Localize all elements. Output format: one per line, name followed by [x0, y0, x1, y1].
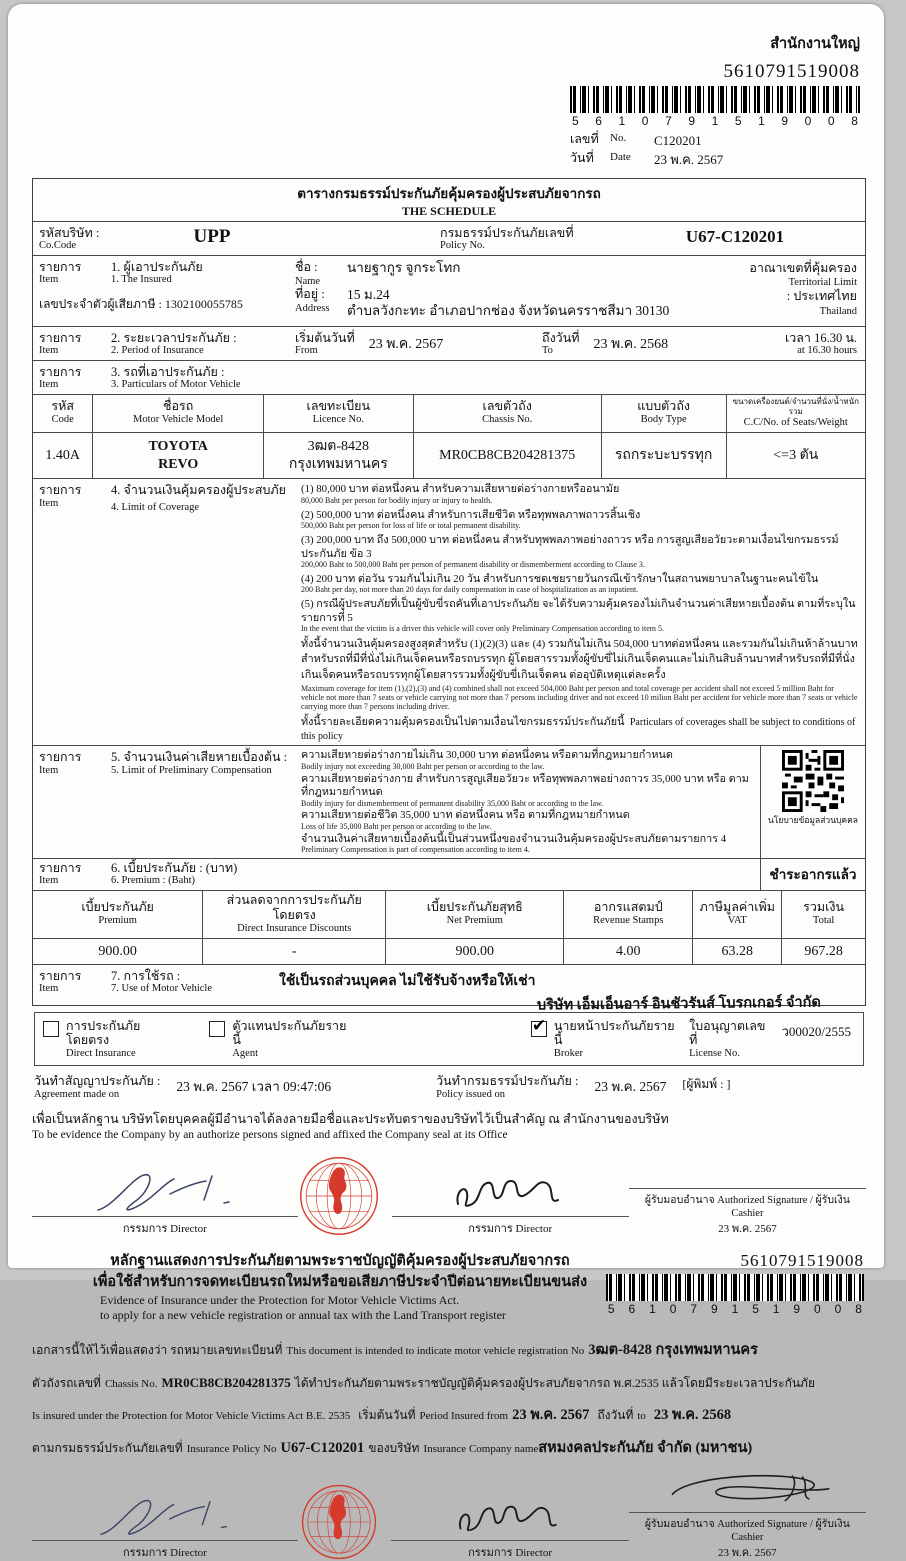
qr-code [782, 750, 844, 812]
lower-barcode-digits: 5 6 1 0 7 9 1 5 1 9 0 0 8 [607, 1301, 862, 1316]
policy-no-label: กรมธรรม์ประกันภัยเลขที่ Policy No. [440, 225, 574, 252]
policy-no-value: U67-C120201 [685, 226, 785, 246]
item7-name: 7. การใช้รถ : 7. Use of Motor Vehicle [111, 969, 212, 995]
co-code-value: UPP [193, 225, 231, 247]
director-label: กรรมการ Director [468, 1222, 553, 1235]
insurance-company-name: สหมงคลประกันภัย จำกัด (มหาชน) [538, 1440, 753, 1457]
vehicle-code: 1.40A [45, 447, 80, 463]
prelim-clauses: ความเสียหายต่อร่างกายไม่เกิน 30,000 บาท ต่อหนึ่งคน หรือตามที่กฎหมายกำหนด Bodily injury not exceeding 30,000 Baht per person or according to the law. ความเสียหายต่อร่างกาย สำหรับการสูญเสียอวัยวะ หรือทุพพลภาพอย่างถาวร 35,000 บาท หรือ ตามที่กฎหมายกำหนด Bodily injury for dismemberment of permanent disability 35,000 Baht or according to the law. ความเสียหายต่อชีวิต 35,000 บาท ต่อหนึ่งคน หรือ ตามที่กฎหมายกำหนด Loss of life 35,000 Baht per person or according to the law. จำนวนเงินค่าเสียหายเบื้องต้นนี้เป็นส่วนหนึ่งของจำนวนเงินคุ้มครองผู้ประสบภัยตามรายการ 4 Preliminary Compensation is part of compensation according to item 4. [301, 749, 749, 855]
vehicle-size: <=3 ตัน [773, 447, 819, 463]
director1-signature-block [32, 1496, 298, 1561]
coverage-footer: ทั้งนี้รายละเอียดความคุ้มครองเป็นไปตามเงื่อนไขกรมธรรม์ประกันภัยนี้ Particulars of coverages shall be subject to conditions of this policy [301, 716, 856, 743]
agent-checkbox[interactable] [209, 1021, 225, 1037]
item-label: รายการ Item [39, 364, 82, 390]
period-from-value: 23 พ.ค. 2567 [368, 336, 444, 352]
net-premium-value: 900.00 [455, 944, 495, 959]
item3-label-row [33, 360, 865, 394]
address-line2: ตำบลวังกะทะ อำเภอปากช่อง จังหวัดนครราชสีมา 30130 [347, 303, 670, 319]
insured-from-value: 23 พ.ค. 2567 [512, 1407, 590, 1424]
date-label-th: วันที่ [570, 150, 594, 165]
policy-no-lower-value: U67-C120201 [280, 1440, 365, 1457]
coverage-summary-en: Maximum coverage for item (1),(2),(3) and (4) combined shall not exceed 504,000 Baht per person and total coverage per accident shall not exceed 5 million Baht for vehicle not more than 7 seats or vehicle carrying not more than 7 persons including driver and not exceed 10 milion Baht per accident for vehicle more than 7 seats or vehicle carrying more than 7 persons including driver. [301, 683, 858, 712]
vehicle-licence: 3ฒต-8428 กรุงเทพมหานคร [288, 439, 388, 472]
direct-insurance-checkbox[interactable] [43, 1021, 59, 1037]
doc-date-value: 23 พ.ค. 2567 [654, 151, 724, 167]
company-seal-wrap [298, 1155, 380, 1237]
tax-id-value: 1302100055785 [164, 296, 243, 311]
co-code-row [33, 221, 865, 255]
vehicle-data-row [33, 432, 865, 478]
authorized-label: ผู้รับมอบอำนาจ Authorized Signature / ผู้รับเงิน Cashier [644, 1194, 850, 1219]
item2-period-row [33, 326, 865, 360]
lower-line-2: ตัวถังรถเลขที่ Chassis No. MR0CB8CB204281375 ได้ทำประกันภัยตามพระราชบัญญัติคุ้มครองผู้ประสบภัยจากรถ พ.ศ.2535 แล้วโดยมีระยะเวลาประกันภัย [32, 1374, 815, 1390]
company-seal [298, 1155, 380, 1237]
authorized-label: ผู้รับมอบอำนาจ Authorized Signature / ผู้รับเงิน Cashier [644, 1518, 850, 1543]
channel-broker: ✔ นายหน้าประกันภัยรายนี้ Broker [531, 1016, 675, 1059]
item5-prelim-row [33, 745, 865, 858]
authorized-date: 23 พ.ค. 2567 [718, 1546, 777, 1559]
lower-heading: หลักฐานแสดงการประกันภัยตามพระราชบัญญัติคุ้มครองผู้ประสบภัยจากรถ เพื่อใช้สำหรับการจดทะเบียนรถใหม่หรือขอเสียภาษีประจำปีต่อนายทะเบียนขนส่ง Evidence of Insurance under the Protection for Motor Vehicle Victims Act. to apply for a new vehicle registration or annual tax with the Land Transport register [92, 1252, 588, 1323]
schedule-title-row [33, 179, 865, 221]
signature-row-upper [32, 1149, 866, 1237]
license-no: ใบอนุญาตเลขที่ License No. ว00020/2555 [689, 1019, 851, 1059]
barcode-digits: 5 6 1 0 7 9 1 5 1 9 0 0 8 [572, 114, 858, 128]
period-time: เวลา 16.30 น. at 16.30 hours [784, 330, 857, 357]
address-line1: 15 ม.24 [347, 286, 390, 302]
channel-direct: การประกันภัยโดยตรง Direct Insurance [43, 1019, 183, 1060]
total-value: 967.28 [804, 944, 843, 959]
item1-name: 1. ผู้เอาประกันภัย 1. The Insured [111, 259, 203, 286]
insured-to-value: 23 พ.ค. 2568 [653, 1407, 732, 1424]
signature-line [32, 1540, 298, 1541]
item4-coverage-row [33, 478, 865, 745]
period-from: เริ่มต้นวันที่ From 23 พ.ค. 2567 [295, 330, 444, 357]
lower-line-3: Is insured under the Protection for Motor Vehicle Victims Act B.E. 2535 เริ่มต้นวันที่ Period Insured from 23 พ.ค. 2567 ถึงวันที่ to 23 พ.ค. 2568 [32, 1407, 732, 1424]
director2-signature [450, 1174, 570, 1216]
coverage-summary-th: ทั้งนี้จำนวนเงินคุ้มครองสูงสุดสำหรับ (1)(2)(3) และ (4) รวมกันไม่เกิน 504,000 บาทต่อหนึ่งคน และรวมกันไม่เกินห้าล้านบาทสำหรับรถที่มีที่นั่งไม่เกินเจ็ดคนหรือรถบรรทุก ผู้โดยสารรวมทั้งผู้ขับขี่ไม่เกินเจ็ดคนและไม่เกินสิบล้านบาทสำหรับรถที่มีที่นั่งเกินเจ็ดคนหรือรถบรรทุกผู้โดยสารรวมทั้งผู้ขับขี่เกินเจ็ดคน ต่ออุบัติเหตุแต่ละครั้ง [301, 637, 858, 682]
schedule-title-th: ตารางกรมธรรม์ประกันภัยคุ้มครองผู้ประสบภัยจากรถ [297, 185, 601, 201]
printer-note: [ผู้พิมพ์ : ] [682, 1077, 731, 1092]
top-right-block [570, 32, 860, 170]
lower-barcode-block [606, 1251, 864, 1324]
director2-signature-block [392, 1174, 629, 1237]
premium-table [33, 891, 865, 964]
doc-meta [570, 132, 860, 170]
qr-cell [760, 746, 865, 858]
barcode [570, 86, 860, 113]
premium-header-row: เบี้ยประกันภัย Premium ส่วนลดจากการประกันภัยโดยตรง Direct Insurance Discounts เบี้ยประกันภัยสุทธิ Net Premium อากรแสตมป์ Revenue Stamps ภาษีมูลค่าเพิ่ม VAT รวมเงิน Total [33, 891, 865, 938]
authorized-signature-block [629, 1467, 866, 1561]
item6-name: 6. เบี้ยประกันภัย : (บาท) 6. Premium : (Baht) [111, 860, 238, 887]
use-of-vehicle-value: ใช้เป็นรถส่วนบุคคล ไม่ใช้รับจ้างหรือให้เช่า [279, 974, 536, 989]
period-to-value: 23 พ.ค. 2568 [593, 336, 669, 352]
signature-line [629, 1188, 866, 1189]
item-label: รายการ Item [39, 750, 82, 776]
period-to: ถึงวันที่ To 23 พ.ค. 2568 [542, 330, 669, 357]
director-label: กรรมการ Director [468, 1546, 552, 1559]
cashier-signature [647, 1467, 847, 1507]
no-label-en: No. [610, 132, 627, 144]
signature-line [629, 1512, 866, 1513]
item-label: รายการ Item [39, 860, 82, 887]
director2-signature [450, 1500, 570, 1540]
vat-value: 63.28 [721, 944, 753, 959]
territorial-limit: อาณาเขตที่คุ้มครอง Territorial Limit : ประเทศไทย Thailand [749, 260, 857, 318]
co-code-label: รหัสบริษัท : Co.Code [39, 225, 100, 252]
item-label: รายการ Item [39, 969, 82, 995]
item-label: รายการ Item [39, 330, 82, 357]
issued-date: วันทำกรมธรรม์ประกันภัย : Policy issued on 23 พ.ค. 2567 [ผู้พิมพ์ : ] [436, 1074, 731, 1100]
item3-name: 3. รถที่เอาประกันภัย : 3. Particulars of Motor Vehicle [111, 364, 241, 390]
item-label: รายการ Item [39, 483, 82, 509]
signature-row-lower [32, 1467, 866, 1561]
channel-agent: ตัวแทนประกันภัยรายนี้ Agent [209, 1019, 355, 1060]
vehicle-chassis: MR0CB8CB204281375 [439, 447, 576, 463]
issued-date-value: 23 พ.ค. 2567 [594, 1079, 667, 1095]
channel-box [34, 1012, 864, 1066]
vehicle-table-row [33, 394, 865, 479]
insured-details: ชื่อ : นายฐากูร จูกระโทก Name ที่อยู่ : 15 ม.24 Address ตำบลวังกะทะ อำเภอปากช่อง จังหวัดนครราชสีมา 30130 [295, 259, 670, 319]
no-label-th: เลขที่ [570, 132, 599, 146]
schedule-title-en: THE SCHEDULE [401, 203, 497, 218]
authorized-signature-block [629, 1188, 866, 1237]
chassis-no-value: MR0CB8CB204281375 [161, 1374, 291, 1390]
date-label-en: Date [610, 150, 631, 163]
director-label: กรรมการ Director [122, 1546, 207, 1559]
insured-name: นายฐากูร จูกระโทก [347, 259, 461, 275]
document-page [8, 4, 884, 1559]
lower-section-header [32, 1251, 866, 1324]
director-label: กรรมการ Director [122, 1222, 207, 1235]
signature-line [391, 1540, 628, 1541]
signature-line [392, 1216, 629, 1217]
item2-name: 2. ระยะเวลาประกันภัย : 2. Period of Insurance [111, 330, 237, 357]
discount-value: - [291, 944, 297, 959]
vehicle-header-row: รหัส Code ชื่อรถ Motor Vehicle Model เลขทะเบียน Licence No. เลขตัวถัง Chassis No. แบบตัวถัง Body Type ขนาดเครื่องยนต์/จำนวนที่นั่ง/น้ำหนักรวม C.C/No. of Seats/Weight [33, 395, 865, 433]
broker-company-name: บริษัท เอ็มเอ็นอาร์ อินชัวรันส์ โบรกเกอร์ จำกัด [537, 994, 822, 1014]
address-label: ที่อยู่ : [295, 286, 325, 301]
evidence-note: เพื่อเป็นหลักฐาน บริษัทโดยบุคคลผู้มีอำนาจได้ลงลายมือชื่อและประทับตราของบริษัทไว้เป็นสำคัญ ณ สำนักงานของบริษัท To be evidence the Company by an authorize persons signed and affixed the Company seal at its Office [32, 1112, 669, 1141]
premium-values-row [33, 938, 865, 964]
broker-checkbox[interactable]: ✔ [531, 1016, 547, 1036]
qr-caption: นโยบายข้อมูลส่วนบุคคล [768, 815, 858, 826]
lower-line-1: เอกสารนี้ให้ไว้เพื่อแสดงว่า รถหมายเลขทะเบียนที่ This document is intended to indicate motor vehicle registration No 3ฒต-8428 กรุงเทพมหานคร [32, 1341, 758, 1358]
vehicle-model: TOYOTA REVO [148, 439, 208, 472]
signature-line [32, 1216, 298, 1217]
stamp-paid: ชำระอากรแล้ว [760, 859, 865, 890]
item4-name: 4. จำนวนเงินคุ้มครองผู้ประสบภัย 4. Limit of Coverage [111, 483, 286, 513]
item1-insured-row [33, 255, 865, 326]
name-label: ชื่อ : [295, 259, 318, 274]
registration-no-value: 3ฒต-8428 กรุงเทพมหานคร [588, 1341, 758, 1358]
license-no-value: ว00020/2555 [781, 1024, 851, 1039]
item7-use-row [33, 964, 865, 1014]
lower-document-number: 5610791519008 [740, 1250, 864, 1270]
director1-signature-block [32, 1170, 298, 1237]
agreement-date-value: 23 พ.ค. 2567 เวลา 09:47:06 [176, 1079, 332, 1095]
premium-value: 900.00 [98, 944, 137, 959]
doc-no-value: C120201 [654, 133, 702, 148]
item6-label-row [33, 858, 865, 890]
director2-signature-block [391, 1500, 628, 1561]
premium-table-row [33, 890, 865, 964]
tax-id-line: เลขประจำตัวผู้เสียภาษี : 1302100055785 [39, 296, 243, 311]
agreement-date: วันทำสัญญาประกันภัย : Agreement made on 23 พ.ค. 2567 เวลา 09:47:06 [34, 1074, 332, 1100]
authorized-date: 23 พ.ค. 2567 [718, 1222, 777, 1235]
item5-name: 5. จำนวนเงินค่าเสียหายเบื้องต้น : 5. Limit of Preliminary Compensation [111, 750, 288, 776]
lower-detail-lines [32, 1334, 866, 1465]
director1-signature [90, 1496, 240, 1540]
lower-line-4: ตามกรมธรรม์ประกันภัยเลขที่ Insurance Policy No U67-C120201 ของบริษัท Insurance Company nameสหมงคลประกันภัย จำกัด (มหาชน) [32, 1440, 753, 1457]
company-seal [300, 1483, 378, 1561]
schedule-table [32, 178, 866, 1014]
head-office-label: สำนักงานใหญ่ [770, 36, 860, 52]
dates-row [32, 1074, 866, 1101]
document-number: 5610791519008 [723, 61, 860, 82]
item-label: รายการ Item เลขประจำตัวผู้เสียภาษี : 1302100055785 [33, 256, 111, 326]
revenue-stamps-value: 4.00 [616, 944, 641, 959]
coverage-clauses: (1) 80,000 บาท ต่อหนึ่งคน สำหรับความเสียหายต่อร่างกายหรืออนามัย 80,000 Baht per person for bodily injury or injury to health. (2) 500,000 บาท ต่อหนึ่งคน สำหรับการเสียชีวิต หรือทุพพลภาพถาวรสิ้นเชิง 500,000 Baht per person for loss of life or total permanent disability. (3) 200,000 บาท ถึง 500,000 บาท ต่อหนึ่งคน สำหรับทุพพลภาพอย่างถาวร หรือ การสูญเสียอวัยวะตามเงื่อนไขกรมธรรม์ประกันภัย ข้อ 3 200,000 Baht to 500,000 Baht per person of permanent disability or dismemberment according to Clause 3. (4) 200 บาท ต่อวัน รวมกันไม่เกิน 20 วัน สำหรับการชดเชยรายวันกรณีเข้ารักษาในสถานพยาบาลในฐานะคนไข้ใน 200 Baht per day, not more than 20 days for daily compensation in case of hospitalization as an inpatient. (5) กรณีผู้ประสบภัยที่เป็นผู้ขับขี่รถคันที่เอาประกันภัย จะได้รับความคุ้มครองไม่เกินจำนวนค่าเสียหายเบื้องต้น ตามที่ระบุในรายการที่ 5 In the event that the victim is a driver this vehicle will cover only Preliminary Compensation according to item 5. ทั้งนี้จำนวนเงินคุ้มครองสูงสุดสำหรับ (1)(2)(3) และ (4) รวมกันไม่เกิน 504,000 บาทต่อหนึ่งคน และรวมกันไม่เกินห้าล้านบาทสำหรับรถที่มีที่นั่งไม่เกินเจ็ดคนหรือรถบรรทุก ผู้โดยสารรวมทั้งผู้ขับขี่ไม่เกินเจ็ดคนและไม่เกินสิบล้านบาทสำหรับรถที่มีที่นั่งเกินเจ็ดคนหรือรถบรรทุกผู้โดยสารรวมทั้งผู้ขับขี่เกินเจ็ดคน ต่ออุบัติเหตุแต่ละครั้ง Maximum coverage for item (1),(2),(3) and (4) combined shall not exceed 504,000 Baht per person and total coverage per accident shall not exceed 5 million Baht for vehicle not more than 7 seats or vehicle carrying not more than 7 persons including driver and not exceed 10 milion Baht per accident for vehicle more than 7 seats or vehicle carrying more than 7 persons including driver. ทั้งนี้รายละเอียดความคุ้มครองเป็นไปตามเงื่อนไขกรมธรรม์ประกันภัยนี้ Particulars of coverages shall be subject to conditions of this policy [301, 483, 858, 743]
company-seal-wrap [298, 1483, 380, 1561]
vehicle-table [33, 395, 865, 479]
director1-signature [90, 1170, 240, 1216]
lower-barcode [606, 1274, 864, 1301]
vehicle-body-type: รถกระบะบรรทุก [614, 447, 713, 463]
